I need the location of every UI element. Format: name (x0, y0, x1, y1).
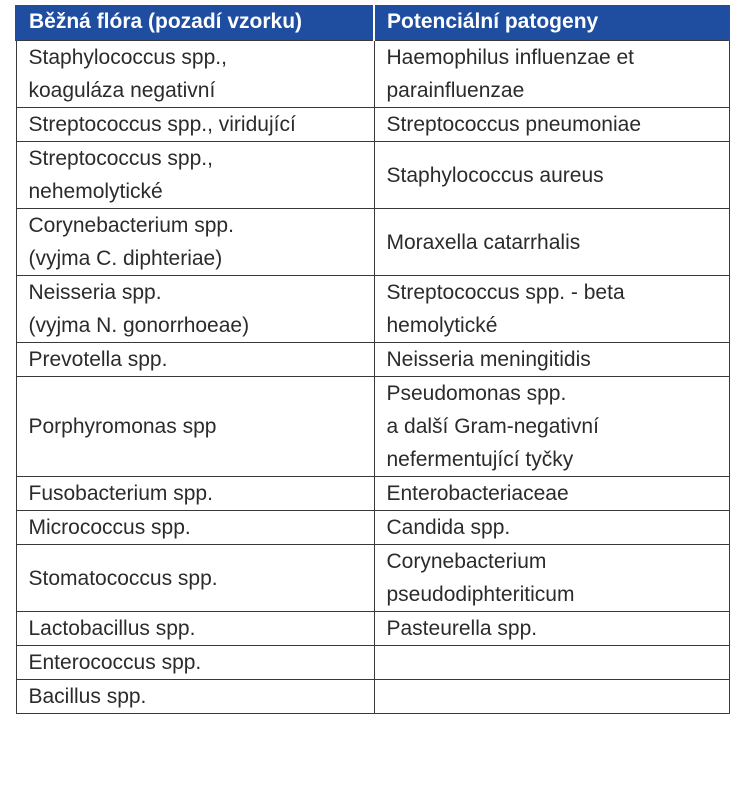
cell-normal-flora (16, 209, 374, 276)
cell-potential-pathogen (374, 477, 729, 511)
cell-normal-flora (16, 276, 374, 343)
table-row (16, 377, 729, 477)
cell-normal-flora (16, 108, 374, 142)
cell-text-line: Lactobacillus spp. (28, 617, 196, 640)
cell-potential-pathogen (374, 377, 729, 477)
cell-text-line: Candida spp. (386, 516, 511, 539)
cell-normal-flora (16, 142, 374, 209)
cell-text-line: Haemophilus influenzae et (386, 46, 634, 69)
cell-text-line: nefermentující tyčky (386, 448, 574, 471)
cell-text-line: Neisseria meningitidis (386, 348, 591, 371)
cell-text-line: pseudodiphteriticum (386, 583, 575, 606)
cell-text-line: Staphylococcus spp., (28, 46, 227, 69)
cell-text-line: Corynebacterium (386, 550, 547, 573)
cell-text-line: Prevotella spp. (28, 348, 168, 371)
cell-text-line: Enterococcus spp. (28, 651, 202, 674)
table-body (16, 41, 729, 714)
cell-text-line: Enterobacteriaceae (386, 482, 569, 505)
table-row (16, 108, 729, 142)
flora-table-container (15, 5, 728, 714)
cell-text-line: Pasteurella spp. (386, 617, 538, 640)
table-row (16, 209, 729, 276)
cell-potential-pathogen (374, 511, 729, 545)
cell-normal-flora (16, 680, 374, 714)
cell-potential-pathogen (374, 680, 729, 714)
cell-text-line: (vyjma C. diphteriae) (28, 247, 223, 270)
cell-text-line: Streptococcus spp., (28, 147, 213, 170)
cell-text-line: Stomatococcus spp. (28, 566, 218, 590)
cell-text-line: Corynebacterium spp. (28, 214, 234, 237)
table-row (16, 646, 729, 680)
cell-text-line: Bacillus spp. (28, 685, 147, 708)
cell-normal-flora (16, 612, 374, 646)
cell-potential-pathogen (374, 545, 729, 612)
cell-text-line: nehemolytické (28, 180, 163, 203)
cell-normal-flora (16, 545, 374, 612)
cell-potential-pathogen (374, 343, 729, 377)
flora-pathogen-table (15, 5, 730, 714)
cell-normal-flora (16, 377, 374, 477)
cell-potential-pathogen (374, 41, 729, 108)
cell-normal-flora (16, 477, 374, 511)
table-header-row (16, 5, 729, 41)
cell-text-line: Fusobacterium spp. (28, 482, 213, 505)
cell-text-line: Micrococcus spp. (28, 516, 191, 539)
cell-normal-flora (16, 343, 374, 377)
cell-text-line: hemolytické (386, 314, 498, 337)
table-row (16, 142, 729, 209)
cell-text-line: Moraxella catarrhalis (386, 230, 581, 254)
cell-text-line: parainfluenzae (386, 79, 525, 102)
table-row (16, 343, 729, 377)
cell-potential-pathogen (374, 209, 729, 276)
cell-text-line: (vyjma N. gonorrhoeae) (28, 314, 250, 337)
table-row (16, 680, 729, 714)
cell-text-line: Pseudomonas spp. (386, 382, 567, 405)
cell-text-line: a další Gram-negativní (386, 415, 599, 438)
cell-text-line: koaguláza negativní (28, 79, 216, 102)
cell-normal-flora (16, 511, 374, 545)
cell-potential-pathogen (374, 108, 729, 142)
cell-text-line: Neisseria spp. (28, 281, 162, 304)
cell-text-line: Streptococcus spp., viridující (28, 113, 296, 136)
table-row (16, 41, 729, 108)
table-row (16, 276, 729, 343)
header-normal-flora: Běžná flóra (pozadí vzorku) (16, 5, 374, 41)
cell-text-line: Porphyromonas spp (28, 415, 217, 438)
cell-text-line: Streptococcus spp. - beta (386, 281, 625, 304)
table-row (16, 612, 729, 646)
table-row (16, 545, 729, 612)
header-potential-pathogens: Potenciální patogeny (374, 5, 729, 41)
cell-potential-pathogen (374, 646, 729, 680)
cell-potential-pathogen (374, 276, 729, 343)
cell-text-line: Streptococcus pneumoniae (386, 113, 641, 136)
cell-normal-flora (16, 41, 374, 108)
table-row (16, 511, 729, 545)
cell-potential-pathogen (374, 142, 729, 209)
table-row (16, 477, 729, 511)
cell-potential-pathogen (374, 612, 729, 646)
cell-text-line: Staphylococcus aureus (386, 163, 604, 187)
cell-normal-flora (16, 646, 374, 680)
